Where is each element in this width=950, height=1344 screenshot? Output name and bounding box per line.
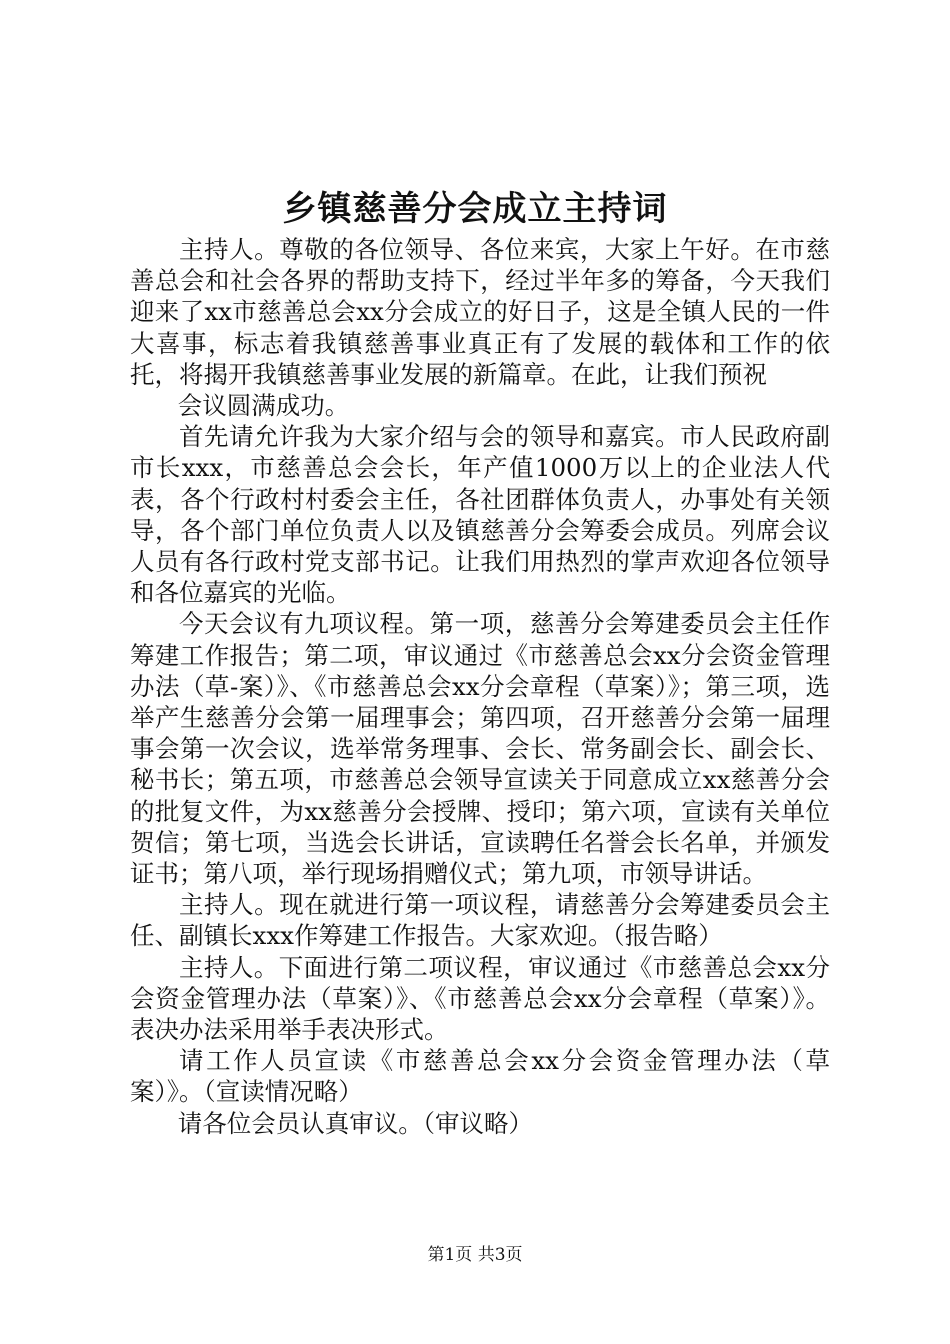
paragraph-review: 请各位会员认真审议。（审议略） bbox=[177, 1108, 534, 1138]
document-body bbox=[130, 234, 830, 1139]
paragraph-reading: 请工作人员宣读《市慈善总会xx分会资金管理办法（草案）》。（宣读情况略） bbox=[130, 1046, 830, 1107]
page-footer: 第1页 共3页 bbox=[427, 1245, 523, 1265]
paragraph-item-one: 主持人。现在就进行第一项议程，请慈善分会筹建委员会主任、副镇长xxx作筹建工作报告。大家欢迎。（报告略） bbox=[130, 890, 830, 951]
paragraph-introductions: 首先请允许我为大家介绍与会的领导和嘉宾。市人民政府副市长xxx，市慈善总会会长，年产值1000万以上的企业法人代表，各个行政村村委会主任，各社团群体负责人，办事处有关领导，各个部门单位负责人以及镇慈善分会筹委会成员。列席会议人员有各行政村党支部书记。让我们用热烈的掌声欢迎各位领导和各位嘉宾的光临。 bbox=[130, 422, 830, 608]
paragraph-wish: 会议圆满成功。 bbox=[177, 391, 350, 421]
paragraph-agenda: 今天会议有九项议程。第一项，慈善分会筹建委员会主任作筹建工作报告；第二项，审议通过《市慈善总会xx分会资金管理办法（草-案）》、《市慈善总会xx分会章程（草案）》；第三项，选举产生慈善分会第一届理事会；第四项，召开慈善分会第一届理事会第一次会议，选举常务理事、会长、常务副会长、副会长、秘书长；第五项，市慈善总会领导宣读关于同意成立xx慈善分会的批复文件，为xx慈善分会授牌、授印；第六项，宣读有关单位贺信；第七项，当选会长讲话，宣读聘任名誉会长名单，并颁发证书；第八项，举行现场捐赠仪式；第九项，市领导讲话。 bbox=[130, 609, 830, 889]
paragraph-opening: 主持人。尊敬的各位领导、各位来宾，大家上午好。在市慈善总会和社会各界的帮助支持下，经过半年多的筹备，今天我们迎来了xx市慈善总会xx分会成立的好日子，这是全镇人民的一件大喜事，标志着我镇慈善事业真正有了发展的载体和工作的依托，将揭开我镇慈善事业发展的新篇章。在此，让我们预祝 bbox=[130, 235, 830, 389]
paragraph-item-two: 主持人。下面进行第二项议程，审议通过《市慈善总会xx分会资金管理办法（草案）》、《市慈善总会xx分会章程（草案）》。表决办法采用举手表决形式。 bbox=[130, 952, 830, 1045]
document-title: 乡镇慈善分会成立主持词 bbox=[282, 189, 668, 229]
